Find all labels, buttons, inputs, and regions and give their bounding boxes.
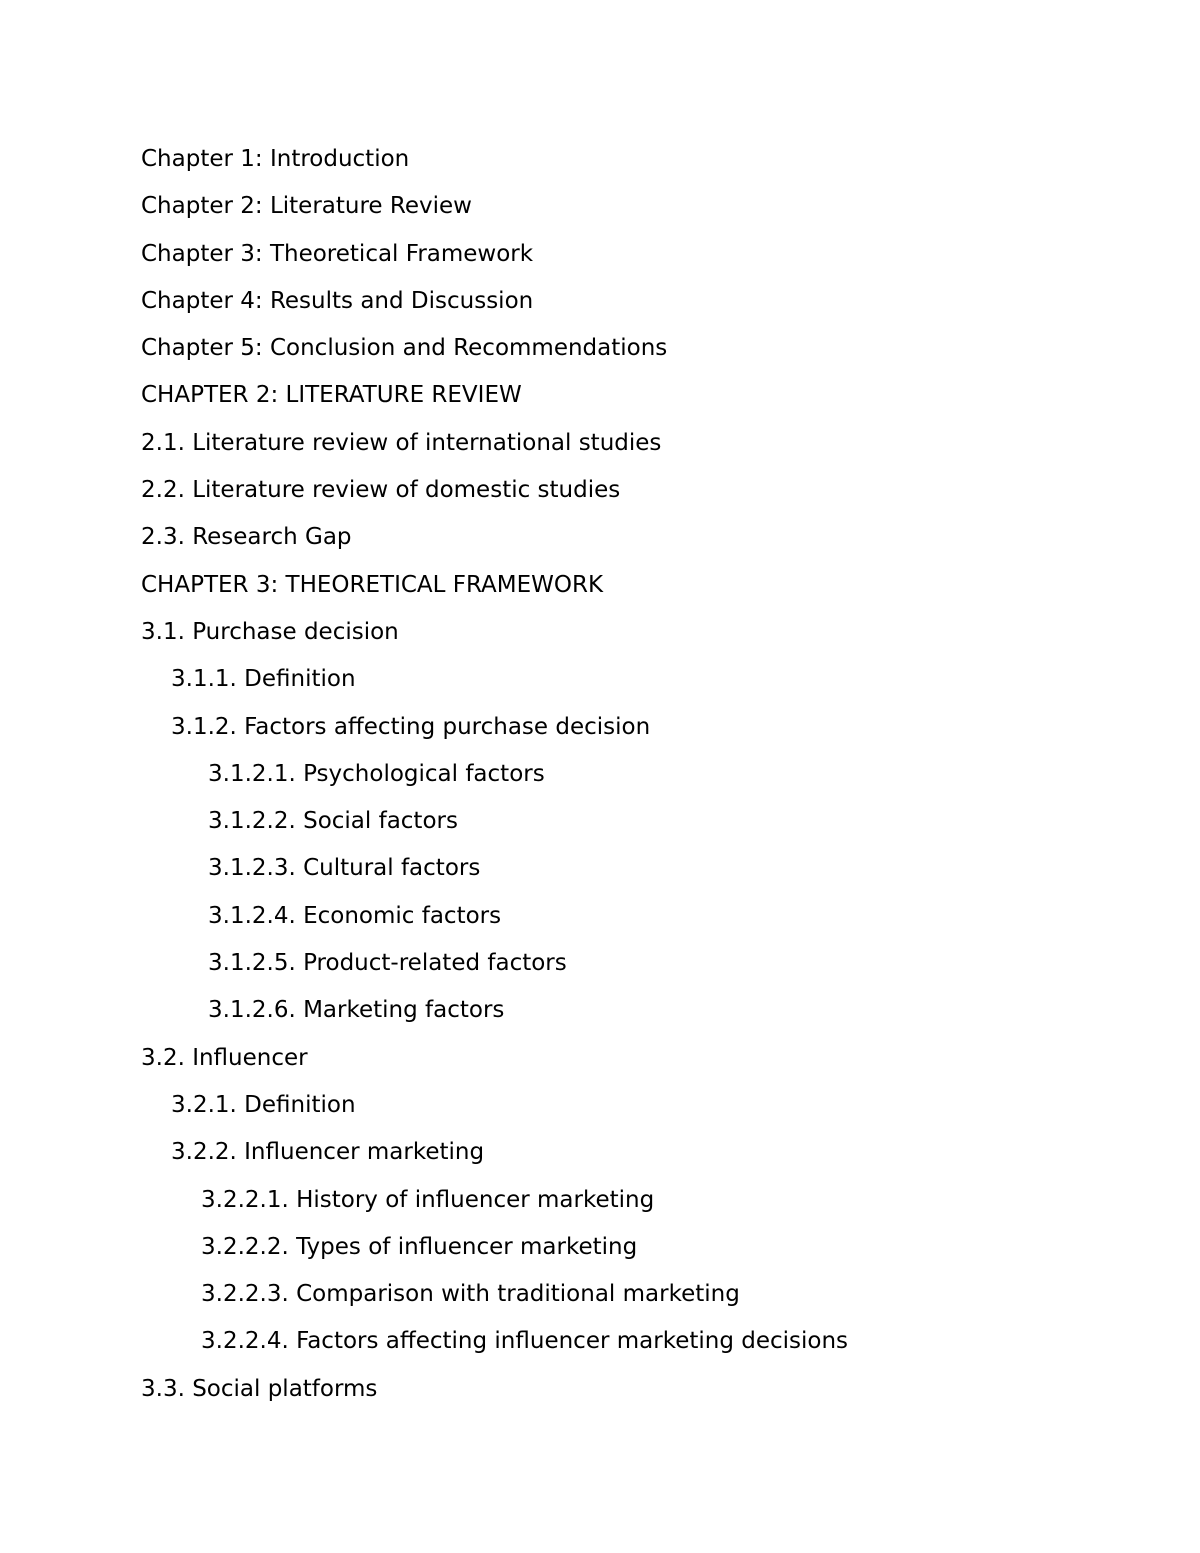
toc-section-2-2: 2.2. Literature review of domestic studies bbox=[141, 477, 621, 504]
toc-chapter-1: Chapter 1: Introduction bbox=[141, 146, 410, 172]
toc-section-2-3: 2.3. Research Gap bbox=[141, 524, 352, 551]
toc-section-3-2-2: 3.2.2. Influencer marketing bbox=[171, 1139, 485, 1166]
toc-section-3-3: 3.3. Social platforms bbox=[141, 1375, 378, 1402]
toc-section-3-1-2-5: 3.1.2.5. Product-related factors bbox=[208, 950, 567, 977]
toc-chapter-2: Chapter 2: Literature Review bbox=[141, 193, 472, 220]
toc-section-3-2-2-4: 3.2.2.4. Factors affecting influencer marketing decisions bbox=[201, 1328, 849, 1355]
toc-section-3-1-1: 3.1.1. Definition bbox=[171, 666, 356, 693]
toc-section-3-1: 3.1. Purchase decision bbox=[141, 618, 399, 645]
section-heading-chapter-3: CHAPTER 3: THEORETICAL FRAMEWORK bbox=[141, 571, 604, 598]
toc-section-3-1-2-4: 3.1.2.4. Economic factors bbox=[208, 902, 502, 929]
toc-chapter-5: Chapter 5: Conclusion and Recommendations bbox=[141, 335, 668, 362]
toc-section-3-2: 3.2. Influencer bbox=[141, 1044, 308, 1071]
toc-section-3-2-2-2: 3.2.2.2. Types of influencer marketing bbox=[201, 1233, 638, 1260]
toc-section-3-1-2: 3.1.2. Factors affecting purchase decision bbox=[171, 713, 651, 740]
toc-chapter-3: Chapter 3: Theoretical Framework bbox=[141, 240, 534, 267]
toc-section-3-1-2-1: 3.1.2.1. Psychological factors bbox=[208, 760, 545, 787]
toc-section-3-2-2-3: 3.2.2.3. Comparison with traditional marketing bbox=[201, 1281, 740, 1308]
toc-section-2-1: 2.1. Literature review of international studies bbox=[141, 429, 662, 456]
toc-chapter-4: Chapter 4: Results and Discussion bbox=[141, 287, 534, 314]
toc-section-3-2-2-1: 3.2.2.1. History of influencer marketing bbox=[201, 1186, 655, 1213]
toc-section-3-1-2-6: 3.1.2.6. Marketing factors bbox=[208, 997, 505, 1024]
toc-section-3-2-1: 3.2.1. Definition bbox=[171, 1091, 356, 1118]
section-heading-chapter-2: CHAPTER 2: LITERATURE REVIEW bbox=[141, 382, 522, 409]
table-of-contents bbox=[141, 136, 848, 1413]
toc-section-3-1-2-3: 3.1.2.3. Cultural factors bbox=[208, 855, 481, 882]
toc-section-3-1-2-2: 3.1.2.2. Social factors bbox=[208, 808, 458, 835]
